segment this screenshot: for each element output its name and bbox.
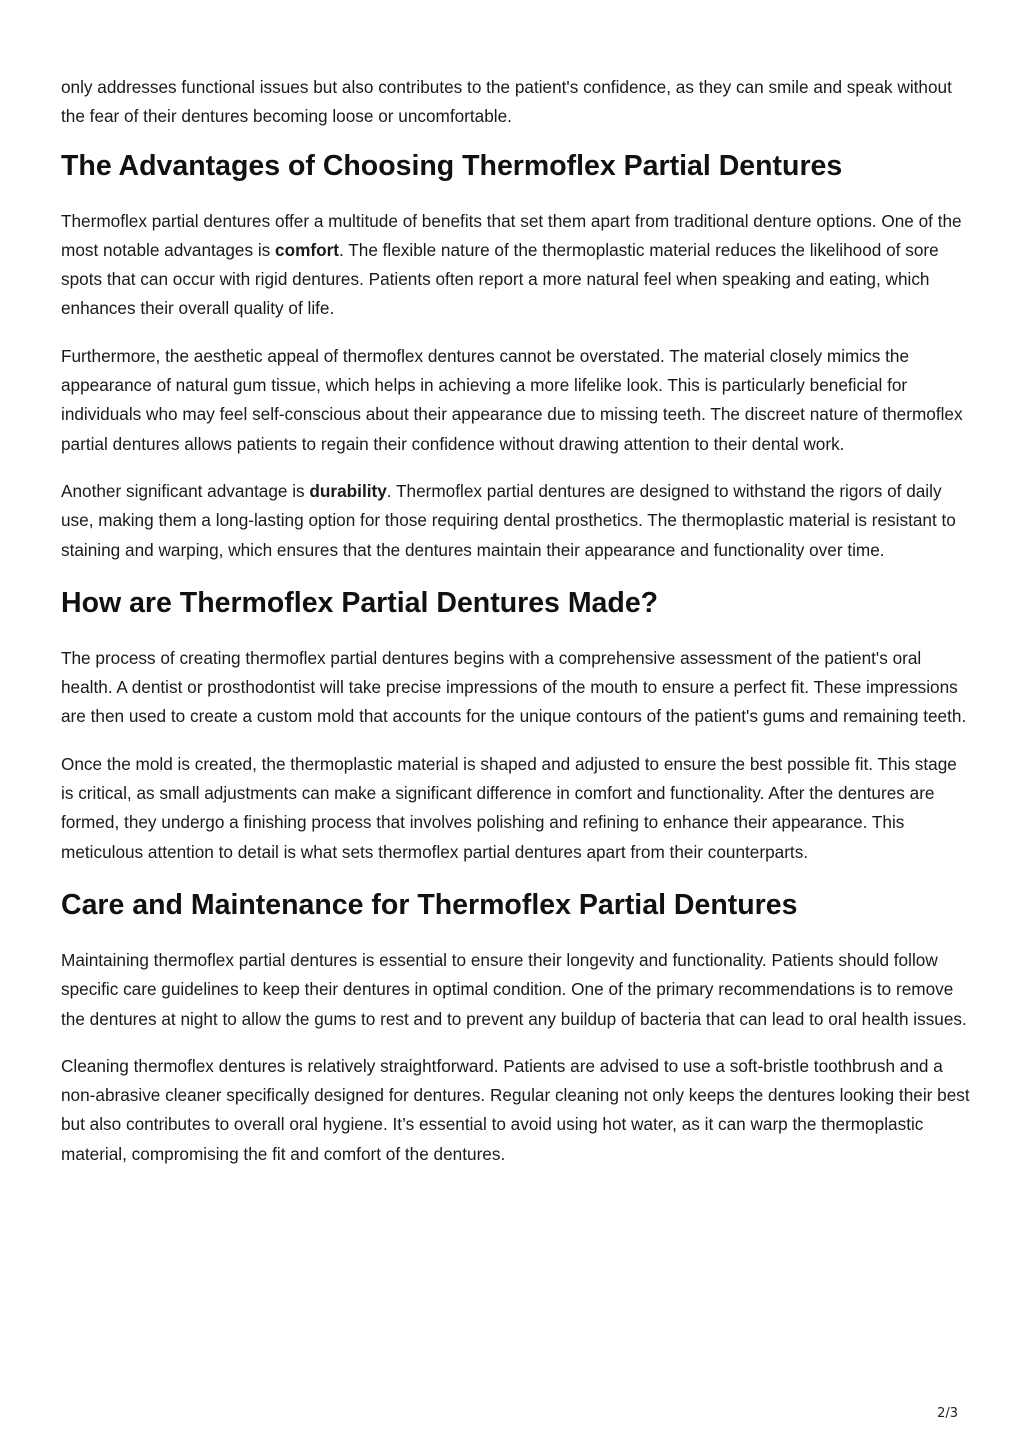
made-paragraph-assessment: The process of creating thermoflex partial dentures begins with a comprehensive assessment of the patient's oral health. A dentist or prosthodontist will take precise impressions of the mouth to ensure a perfect fit. These impressions are then used to create a custom mold that accounts for the unique contours of the patient's gums and remaining teeth. bbox=[61, 647, 967, 727]
intro-paragraph: only addresses functional issues but also contributes to the patient's confidence, as they can smile and speak without the fear of their dentures becoming loose or uncomfortable. bbox=[61, 77, 952, 127]
advantages-paragraph-durability bbox=[61, 477, 971, 565]
care-paragraph-maintenance: Maintaining thermoflex partial dentures is essential to ensure their longevity and functionality. Patients should follow specific care guidelines to keep their dentures in optimal condition. One of the primary recommendations is to remove the dentures at night to allow the gums to rest and to prevent any buildup of bacteria that can lead to oral health issues. bbox=[61, 949, 967, 1029]
advantages-paragraph-aesthetics: Furthermore, the aesthetic appeal of thermoflex dentures cannot be overstated. The material closely mimics the appearance of natural gum tissue, which helps in achieving a more lifelike look. This is particularly beneficial for individuals who may feel self-conscious about their appearance due to missing teeth. The discreet nature of thermoflex partial dentures allows patients to regain their confidence without drawing attention to their dental work. bbox=[61, 345, 963, 454]
text-span: Another significant advantage is bbox=[61, 480, 310, 501]
bold-term-comfort: comfort bbox=[275, 239, 340, 260]
text-span: . The flexible nature of the thermoplastic material reduces the likelihood of sore spots that can occur with rigid dentures. Patients often report a more natural feel when speaking and eating, which enhances their overall quality of life. bbox=[61, 239, 939, 319]
text-span: Thermoflex partial dentures offer a multitude of benefits that set them apart from traditional denture options. One of the most notable advantages is bbox=[61, 210, 962, 260]
advantages-paragraph-comfort bbox=[61, 207, 971, 324]
care-paragraph-cleaning: Cleaning thermoflex dentures is relatively straightforward. Patients are advised to use a soft-bristle toothbrush and a non-abrasive cleaner specifically designed for dentures. Regular cleaning not only keeps the dentures looking their best but also contributes to overall oral hygiene. It’s essential to avoid using hot water, as it can warp the thermoplastic material, compromising the fit and comfort of the dentures. bbox=[61, 1055, 970, 1164]
section-heading-advantages: The Advantages of Choosing Thermoflex Partial Dentures bbox=[61, 149, 843, 182]
section-heading-made: How are Thermoflex Partial Dentures Made? bbox=[61, 586, 659, 619]
section-heading-care: Care and Maintenance for Thermoflex Partial Dentures bbox=[61, 888, 798, 921]
made-paragraph-shaping: Once the mold is created, the thermoplastic material is shaped and adjusted to ensure the best possible fit. This stage is critical, as small adjustments can make a significant difference in comfort and functionality. After the dentures are formed, they undergo a finishing process that involves polishing and refining to enhance their appearance. This meticulous attention to detail is what sets thermoflex partial dentures apart from their counterparts. bbox=[61, 753, 957, 862]
text-span: . Thermoflex partial dentures are designed to withstand the rigors of daily use, making them a long-lasting option for those requiring dental prosthetics. The thermoplastic material is resistant to staining and warping, which ensures that the dentures maintain their appearance and functionality over time. bbox=[61, 480, 956, 560]
document-page bbox=[61, 73, 971, 1187]
page-number: 2/3 bbox=[937, 1406, 958, 1421]
bold-term-durability: durability bbox=[309, 480, 387, 501]
